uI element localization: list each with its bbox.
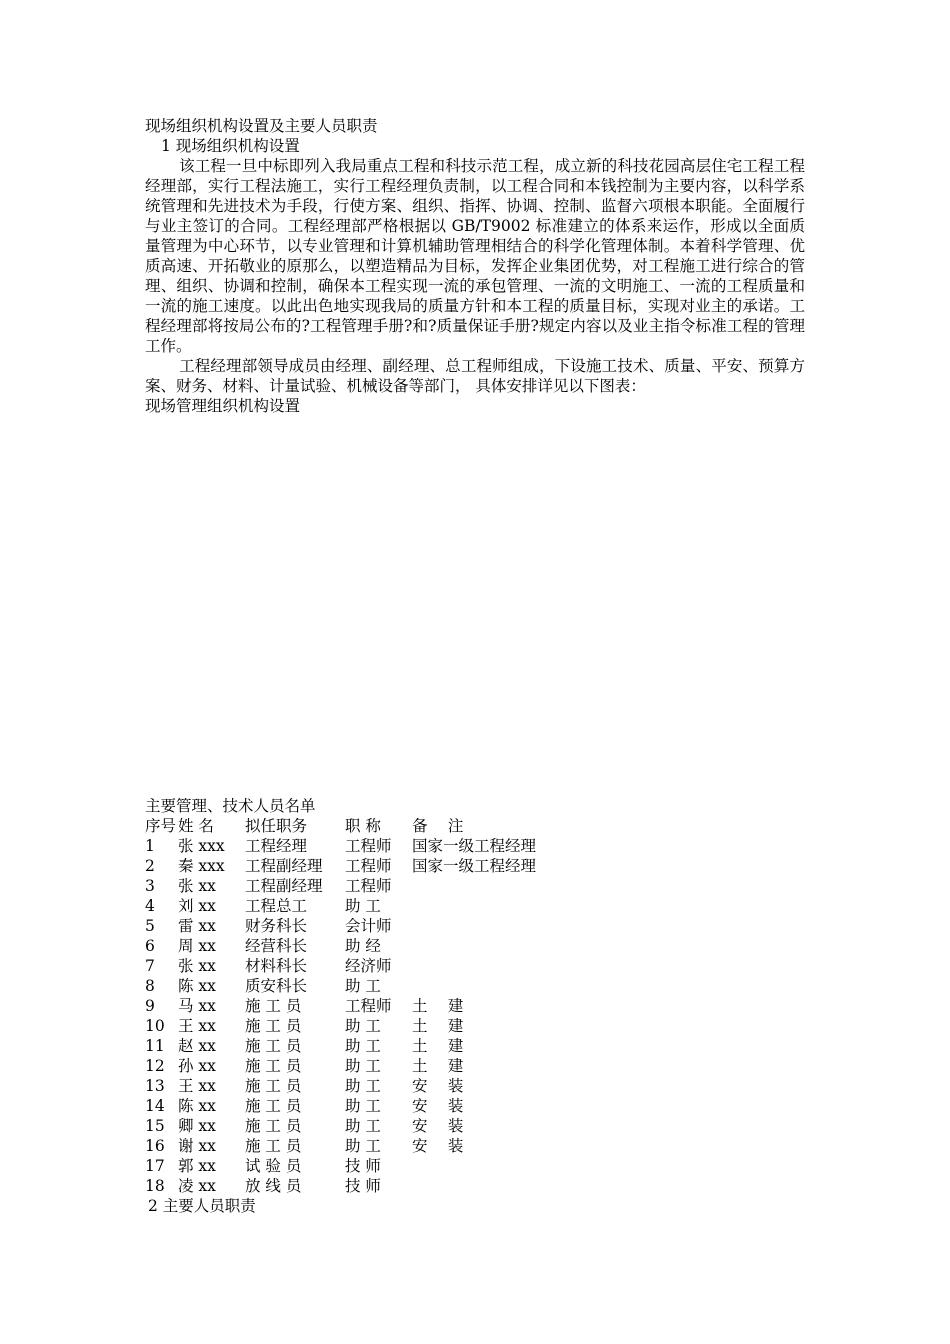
roster-cell-number: 11 <box>145 1037 165 1055</box>
roster-cell-position: 质安科长 <box>245 977 308 995</box>
roster-cell-title: 工程师 <box>345 997 392 1015</box>
roster-cell-position: 财务科长 <box>245 917 308 935</box>
table-row <box>145 856 572 876</box>
roster-cell-position: 施 工 员 <box>245 1037 302 1055</box>
roster-cell-number: 2 <box>145 857 155 875</box>
roster-cell-position: 施 工 员 <box>245 1017 302 1035</box>
roster-cell-title: 经济师 <box>345 957 392 975</box>
table-row <box>145 996 572 1016</box>
roster-cell-name: 王 xx <box>178 1077 216 1095</box>
roster-cell-number: 13 <box>145 1077 165 1095</box>
roster-cell-title: 工程师 <box>345 837 392 855</box>
roster-cell-title: 助 工 <box>345 1037 381 1055</box>
roster-cell-remarks <box>412 916 572 936</box>
table-row <box>145 1076 572 1096</box>
roster-cell-position: 经营科长 <box>245 937 308 955</box>
roster-cell-remarks <box>412 976 572 996</box>
table-row <box>145 896 572 916</box>
roster-cell-position: 施 工 员 <box>245 1117 302 1135</box>
roster-cell-remarks <box>412 1176 572 1196</box>
roster-cell-name: 凌 xx <box>178 1177 216 1195</box>
document-content <box>145 116 805 1216</box>
table-row <box>145 1036 572 1056</box>
staff-roster-table <box>145 816 572 1196</box>
roster-cell-position: 工程副经理 <box>245 877 323 895</box>
roster-cell-name: 刘 xx <box>178 897 216 915</box>
roster-cell-name: 张 xx <box>178 957 216 975</box>
table-row <box>145 936 572 956</box>
roster-cell-title: 助 工 <box>345 977 381 995</box>
roster-cell-name: 雷 xx <box>178 917 216 935</box>
roster-cell-name: 张 xx <box>178 877 216 895</box>
roster-cell-remarks <box>412 1156 572 1176</box>
roster-cell-name: 赵 xx <box>178 1037 216 1055</box>
roster-cell-name: 谢 xx <box>178 1137 216 1155</box>
roster-cell-name: 陈 xx <box>178 977 216 995</box>
roster-cell-title: 助 经 <box>345 937 381 955</box>
roster-cell-remarks: 土 建 <box>412 997 464 1015</box>
roster-cell-name: 马 xx <box>178 997 216 1015</box>
roster-cell-remarks: 国家一级工程经理 <box>412 837 537 855</box>
roster-cell-number: 17 <box>145 1157 165 1175</box>
roster-cell-number: 15 <box>145 1117 165 1135</box>
roster-cell-position: 工程总工 <box>245 897 308 915</box>
roster-title: 主要管理、技术人员名单 <box>145 797 316 815</box>
roster-header-row <box>145 816 572 836</box>
roster-cell-position: 施 工 员 <box>245 1077 302 1095</box>
header-number: 序号 <box>145 817 177 835</box>
roster-cell-title: 会计师 <box>345 917 392 935</box>
document-title: 现场组织机构设置及主要人员职责 <box>145 117 378 135</box>
roster-cell-number: 8 <box>145 977 155 995</box>
roster-cell-title: 助 工 <box>345 1077 381 1095</box>
roster-cell-remarks <box>412 896 572 916</box>
roster-cell-remarks: 土 建 <box>412 1017 464 1035</box>
roster-cell-title: 助 工 <box>345 1057 381 1075</box>
roster-cell-title: 助 工 <box>345 1017 381 1035</box>
roster-cell-number: 14 <box>145 1097 165 1115</box>
roster-cell-remarks: 国家一级工程经理 <box>412 857 537 875</box>
header-remarks: 备 注 <box>412 817 464 835</box>
table-row <box>145 976 572 996</box>
paragraph-1: 该工程一旦中标即列入我局重点工程和科技示范工程，成立新的科技花园高层住宅工程工程经理部，实行工程法施工，实行工程经理负责制，以工程合同和本钱控制为主要内容，以科学系统管理和先进技术为手段，行使方案、组织、指挥、协调、控制、监督六项根本职能。全面履行与业主签订的合同。工程经理部严格根据以 GB/T9002 标准建立的体系来运作，形成以全面质量管理为中心环节，以专业管理和计算机辅助管理相结合的科学化管理体制。本着科学管理、优质高速、开拓敬业的原那么，以塑造精品为目标，发挥企业集团优势，对工程施工进行综合的管理、组织、协调和控制，确保本工程实现一流的承包管理、一流的文明施工、一流的工程质量和一流的施工速度。以此出色地实现我局的质量方针和本工程的质量目标，实现对业主的承诺。工程经理部将按局公布的?工程管理手册?和?质量保证手册?规定内容以及业主指令标准工程的管理工作。 <box>145 157 805 355</box>
roster-cell-name: 王 xx <box>178 1017 216 1035</box>
roster-cell-remarks: 安 装 <box>412 1117 464 1135</box>
roster-cell-name: 秦 xxx <box>178 857 225 875</box>
roster-cell-position: 施 工 员 <box>245 997 302 1015</box>
paragraph-2: 工程经理部领导成员由经理、副经理、总工程师组成，下设施工技术、质量、平安、预算方案、财务、材料、计量试验、机械设备等部门， 具体安排详见以下图表： <box>145 357 805 395</box>
roster-cell-position: 施 工 员 <box>245 1097 302 1115</box>
roster-cell-remarks: 安 装 <box>412 1097 464 1115</box>
roster-cell-name: 郭 xx <box>178 1157 216 1175</box>
header-name: 姓 名 <box>178 817 214 835</box>
roster-cell-number: 4 <box>145 897 155 915</box>
roster-cell-name: 周 xx <box>178 937 216 955</box>
roster-cell-remarks: 土 建 <box>412 1057 464 1075</box>
table-row <box>145 1016 572 1036</box>
roster-cell-position: 材料科长 <box>245 957 308 975</box>
roster-cell-title: 助 工 <box>345 1097 381 1115</box>
roster-cell-name: 张 xxx <box>178 837 225 855</box>
roster-cell-title: 工程师 <box>345 877 392 895</box>
section-heading-2: 2 主要人员职责 <box>148 1197 256 1215</box>
roster-cell-remarks: 土 建 <box>412 1037 464 1055</box>
roster-cell-number: 6 <box>145 937 155 955</box>
table-row <box>145 1116 572 1136</box>
roster-cell-name: 陈 xx <box>178 1097 216 1115</box>
roster-cell-number: 7 <box>145 957 155 975</box>
table-row <box>145 876 572 896</box>
roster-cell-position: 放 线 员 <box>245 1177 302 1195</box>
roster-cell-name: 卿 xx <box>178 1117 216 1135</box>
roster-body <box>145 836 572 1196</box>
roster-cell-number: 12 <box>145 1057 165 1075</box>
roster-cell-position: 工程经理 <box>245 837 308 855</box>
roster-cell-number: 9 <box>145 997 155 1015</box>
table-row <box>145 1096 572 1116</box>
org-chart-placeholder <box>145 416 805 796</box>
roster-cell-number: 1 <box>145 837 155 855</box>
roster-cell-title: 助 工 <box>345 1137 381 1155</box>
roster-cell-position: 工程副经理 <box>245 857 323 875</box>
roster-cell-position: 施 工 员 <box>245 1057 302 1075</box>
header-position: 拟任职务 <box>245 817 308 835</box>
roster-cell-remarks <box>412 876 572 896</box>
roster-cell-number: 18 <box>145 1177 165 1195</box>
table-row <box>145 836 572 856</box>
roster-cell-remarks: 安 装 <box>412 1077 464 1095</box>
header-title: 职 称 <box>345 817 381 835</box>
table-row <box>145 1056 572 1076</box>
org-chart-caption: 现场管理组织机构设置 <box>145 397 301 415</box>
roster-cell-title: 助 工 <box>345 1117 381 1135</box>
roster-cell-number: 10 <box>145 1017 165 1035</box>
table-row <box>145 916 572 936</box>
roster-cell-remarks <box>412 956 572 976</box>
roster-cell-number: 16 <box>145 1137 165 1155</box>
roster-cell-position: 试 验 员 <box>245 1157 302 1175</box>
roster-cell-number: 5 <box>145 917 155 935</box>
table-row <box>145 956 572 976</box>
table-row <box>145 1156 572 1176</box>
roster-cell-position: 施 工 员 <box>245 1137 302 1155</box>
roster-cell-remarks <box>412 936 572 956</box>
roster-cell-remarks: 安 装 <box>412 1137 464 1155</box>
table-row <box>145 1176 572 1196</box>
roster-cell-title: 工程师 <box>345 857 392 875</box>
table-row <box>145 1136 572 1156</box>
roster-cell-title: 技 师 <box>345 1177 381 1195</box>
section-heading-1: 1 现场组织机构设置 <box>161 137 300 155</box>
roster-cell-title: 技 师 <box>345 1157 381 1175</box>
roster-cell-name: 孙 xx <box>178 1057 216 1075</box>
roster-cell-title: 助 工 <box>345 897 381 915</box>
roster-cell-number: 3 <box>145 877 155 895</box>
